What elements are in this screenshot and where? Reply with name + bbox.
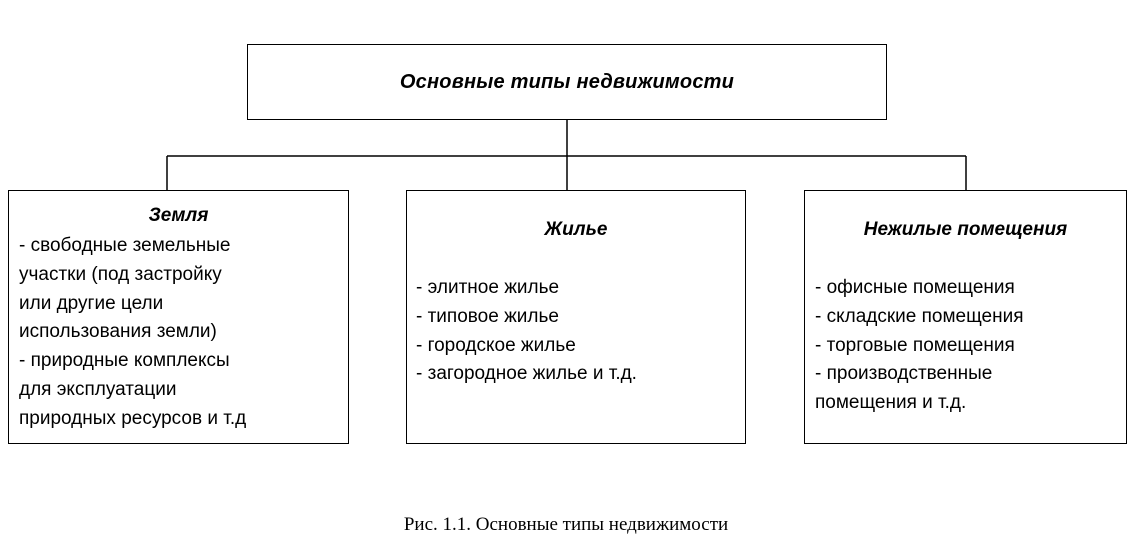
figure-caption: Рис. 1.1. Основные типы недвижимости bbox=[403, 514, 729, 535]
root-node bbox=[247, 44, 887, 120]
node-commercial-title: Нежилые помещения bbox=[863, 219, 1068, 240]
list-item: - офисные помещения bbox=[815, 277, 1015, 298]
list-item: участки (под застройку bbox=[19, 263, 222, 285]
list-item: - складские помещения bbox=[815, 305, 1024, 327]
list-item: помещения и т.д. bbox=[815, 392, 967, 414]
list-item: - свободные земельные bbox=[19, 235, 231, 256]
node-land bbox=[8, 190, 349, 444]
node-housing bbox=[406, 190, 746, 444]
node-commercial bbox=[804, 190, 1127, 444]
node-commercial-list bbox=[815, 274, 1024, 418]
node-housing-list bbox=[416, 274, 637, 389]
node-land-title: Земля bbox=[148, 205, 209, 226]
list-item: - типовое жилье bbox=[416, 305, 559, 327]
list-item: использования земли) bbox=[19, 321, 217, 343]
list-item: - загородное жилье и т.д. bbox=[416, 363, 637, 385]
list-item: - городское жилье bbox=[416, 334, 576, 356]
node-housing-title: Жилье bbox=[544, 219, 608, 240]
list-item: - торговые помещения bbox=[815, 334, 1015, 356]
list-item: для эксплуатации bbox=[19, 378, 177, 400]
list-item: - производственные bbox=[815, 363, 993, 385]
node-land-list bbox=[19, 232, 246, 434]
list-item: - элитное жилье bbox=[416, 277, 560, 298]
list-item: природных ресурсов и т.д bbox=[19, 407, 247, 429]
list-item: - природные комплексы bbox=[19, 350, 230, 372]
list-item: или другие цели bbox=[19, 292, 164, 314]
root-node-title: Основные типы недвижимости bbox=[399, 70, 735, 93]
